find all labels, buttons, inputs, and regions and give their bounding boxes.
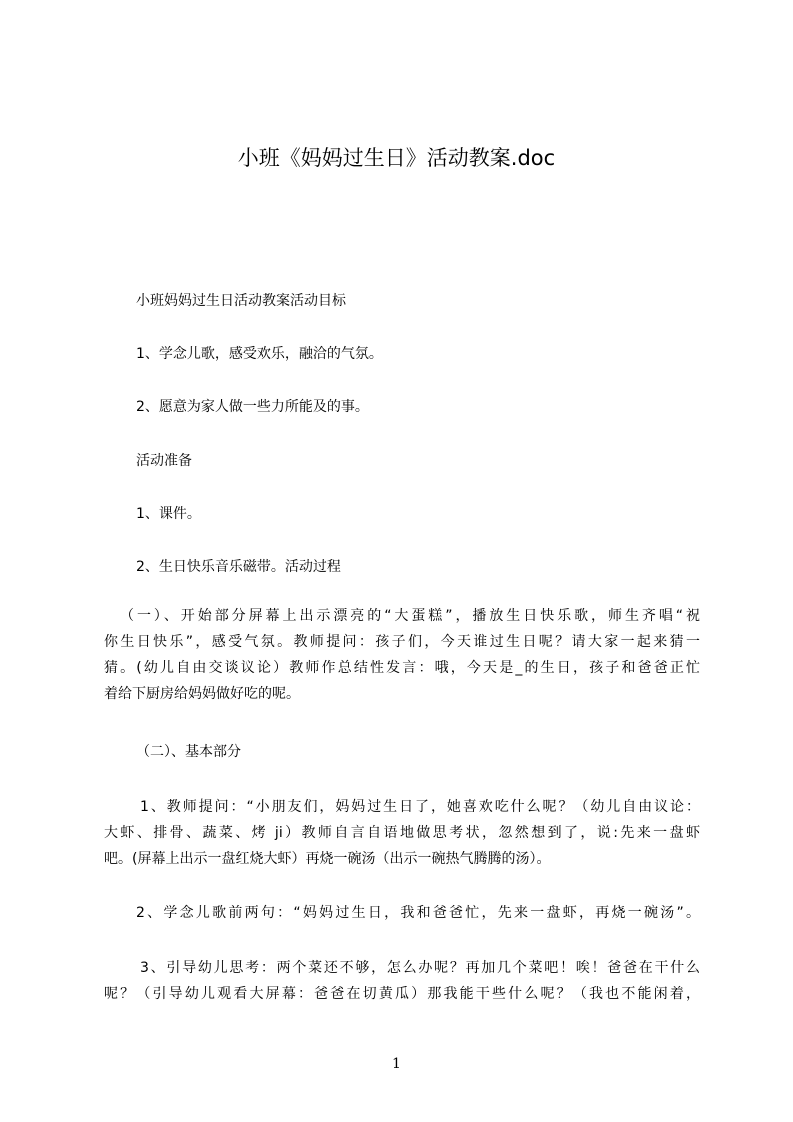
text-line-objective-2: 2、愿意为家人做一些力所能及的事。 — [136, 399, 369, 415]
paragraph-line: 呢？（引导幼儿观看大屏幕：爸爸在切黄瓜）那我能干些什么呢？（我也不能闲着， — [104, 986, 700, 1002]
paragraph-line: 3、引导幼儿思考：两个菜还不够，怎么办呢？再加几个菜吧！唉！爸爸在干什么 — [140, 960, 700, 976]
paragraph-line: 吧。(屏幕上出示一盘红烧大虾）再烧一碗汤（出示一碗热气腾腾的汤）。 — [104, 851, 551, 867]
document-title: 小班《妈妈过生日》活动教案.doc — [237, 146, 556, 170]
text-line-preparation-2: 2、生日快乐音乐磁带。活动过程 — [136, 559, 341, 575]
paragraph-guide-thinking — [104, 955, 700, 1007]
paragraph-line: 着给下厨房给妈妈做好吃的呢。 — [104, 686, 300, 702]
paragraph-line: 猜。(幼儿自由交谈议论）教师作总结性发言：哦，今天是_的生日，孩子和爸爸正忙 — [104, 660, 700, 676]
paragraph-line: 1、教师提问：“小朋友们，妈妈过生日了，她喜欢吃什么呢？（幼儿自由议论： — [140, 799, 700, 815]
paragraph-learn-rhyme — [104, 900, 700, 926]
paragraph-opening-part — [104, 603, 700, 707]
page-number: 1 — [392, 1056, 401, 1072]
paragraph-teacher-question — [104, 794, 700, 872]
text-line-preparation-heading: 活动准备 — [136, 453, 192, 469]
text-line-objective-1: 1、学念儿歌，感受欢乐，融洽的气氛。 — [136, 346, 383, 362]
paragraph-line: （一）、开始部分屏幕上出示漂亮的“大蛋糕”，播放生日快乐歌，师生齐唱“祝 — [120, 608, 700, 624]
text-line-preparation-1: 1、课件。 — [136, 506, 201, 522]
paragraph-line: 大虾、排骨、蔬菜、烤 ji）教师自言自语地做思考状，忽然想到了，说:先来一盘虾 — [104, 825, 700, 841]
paragraph-line: 2、学念儿歌前两句：“妈妈过生日，我和爸爸忙，先来一盘虾，再烧一碗汤”。 — [136, 905, 700, 921]
text-line-objectives-heading: 小班妈妈过生日活动教案活动目标 — [136, 293, 346, 309]
paragraph-line: 你生日快乐”，感受气氛。教师提问：孩子们，今天谁过生日呢？请大家一起来猜一 — [104, 634, 700, 650]
text-line-basic-part-heading: （二）、基本部分 — [136, 744, 241, 760]
